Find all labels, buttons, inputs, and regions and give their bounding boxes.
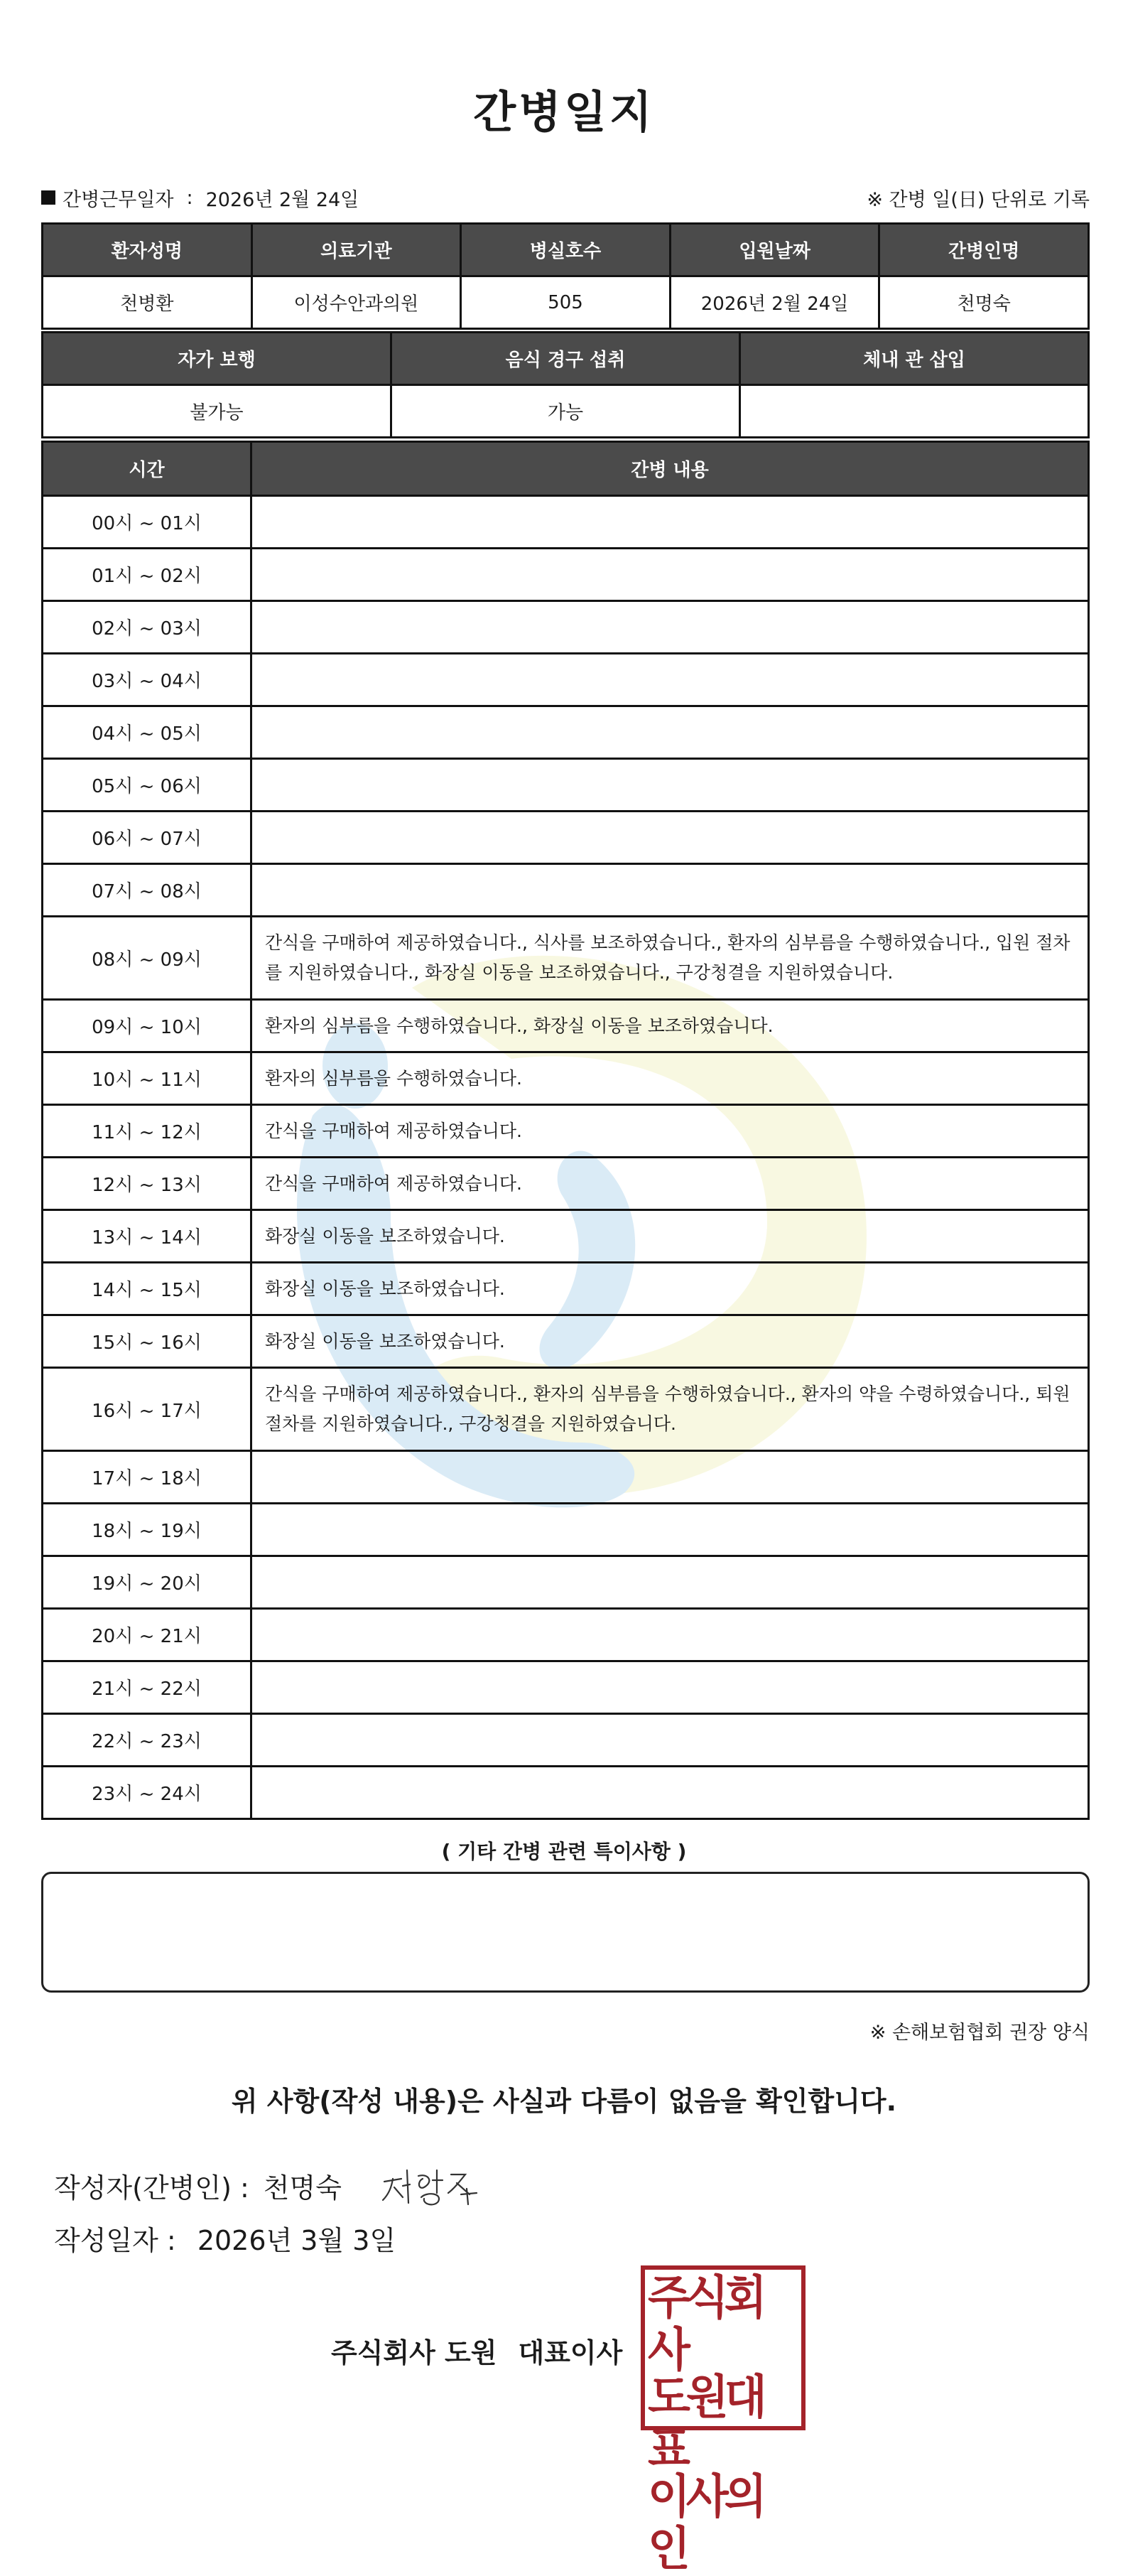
care-log-time: 03시 ~ 04시 xyxy=(43,654,251,706)
care-log-content[interactable] xyxy=(251,1767,1089,1819)
work-date-label: 간병근무일자 xyxy=(63,188,174,211)
seal-line-3: 이사의인 xyxy=(648,2469,763,2576)
care-log-content[interactable] xyxy=(251,812,1089,864)
remarks-box[interactable] xyxy=(41,1872,1090,1993)
room-number: 505 xyxy=(461,276,671,329)
unit-note: ※ 간병 일(日) 단위로 기록 xyxy=(867,188,1090,211)
care-log-content[interactable]: 환자의 심부름을 수행하였습니다. xyxy=(251,1052,1089,1105)
care-log-row xyxy=(43,706,1089,759)
care-log-body xyxy=(43,496,1089,1819)
remarks-content xyxy=(43,1874,1088,1899)
header-patient-name: 환자성명 xyxy=(43,224,252,276)
care-log-content[interactable] xyxy=(251,1504,1089,1556)
care-log-content[interactable] xyxy=(251,759,1089,812)
care-log-content[interactable] xyxy=(251,496,1089,549)
square-bullet-icon xyxy=(41,190,55,205)
care-log-row xyxy=(43,496,1089,549)
admission-date: 2026년 2월 24일 xyxy=(670,276,879,329)
care-log-time: 09시 ~ 10시 xyxy=(43,1000,251,1052)
care-log-content[interactable]: 간식을 구매하여 제공하였습니다., 환자의 심부름을 수행하였습니다., 환자의 약을 수령하였습니다., 퇴원 절차를 지원하였습니다., 구강청결을 지원하였습니다. xyxy=(251,1368,1089,1451)
remarks-title: ( 기타 간병 관련 특이사항 ) xyxy=(441,1840,687,1863)
writer-name: 천명숙 xyxy=(263,2172,342,2204)
care-log-content[interactable] xyxy=(251,654,1089,706)
hospital-name: 이성수안과의원 xyxy=(251,276,461,329)
header-hospital: 의료기관 xyxy=(251,224,461,276)
care-log-row xyxy=(43,1315,1089,1368)
care-log-row xyxy=(43,1767,1089,1819)
care-log-time: 14시 ~ 15시 xyxy=(43,1263,251,1315)
care-log-time: 22시 ~ 23시 xyxy=(43,1714,251,1767)
care-log-time: 04시 ~ 05시 xyxy=(43,706,251,759)
care-log-time: 19시 ~ 20시 xyxy=(43,1556,251,1609)
care-log-row xyxy=(43,812,1089,864)
care-log-row xyxy=(43,1158,1089,1210)
company-signature-line xyxy=(331,2331,622,2370)
care-log-row xyxy=(43,654,1089,706)
work-date xyxy=(41,184,359,212)
care-log-time: 02시 ~ 03시 xyxy=(43,601,251,654)
header-tube-insertion: 체내 관 삽입 xyxy=(740,333,1089,385)
writer-line xyxy=(54,2160,484,2210)
page-title: 간병일지 xyxy=(473,86,655,138)
care-log-content[interactable] xyxy=(251,1556,1089,1609)
seal-line-1: 주식회사 xyxy=(648,2270,763,2377)
care-log-row xyxy=(43,1556,1089,1609)
work-date-value: 2026년 2월 24일 xyxy=(205,188,359,211)
care-log-content[interactable]: 환자의 심부름을 수행하였습니다., 화장실 이동을 보조하였습니다. xyxy=(251,1000,1089,1052)
care-log-row xyxy=(43,1105,1089,1158)
care-log-time: 01시 ~ 02시 xyxy=(43,549,251,601)
self-walking-value: 불가능 xyxy=(43,385,391,438)
care-log-content[interactable] xyxy=(251,1609,1089,1661)
care-log-row xyxy=(43,1052,1089,1105)
care-log-time: 12시 ~ 13시 xyxy=(43,1158,251,1210)
care-log-row xyxy=(43,1210,1089,1263)
care-log-content[interactable] xyxy=(251,601,1089,654)
condition-header-row xyxy=(43,333,1089,385)
care-log-time: 17시 ~ 18시 xyxy=(43,1451,251,1504)
care-log-row xyxy=(43,549,1089,601)
care-log-time: 15시 ~ 16시 xyxy=(43,1315,251,1368)
care-log-table xyxy=(41,441,1090,1820)
signature-icon xyxy=(377,2160,484,2210)
care-log-row xyxy=(43,601,1089,654)
care-log-content[interactable] xyxy=(251,1714,1089,1767)
care-log-time: 05시 ~ 06시 xyxy=(43,759,251,812)
care-log-row xyxy=(43,864,1089,917)
patient-name: 천병환 xyxy=(43,276,252,329)
care-log-time: 16시 ~ 17시 xyxy=(43,1368,251,1451)
header-self-walking: 자가 보행 xyxy=(43,333,391,385)
patient-info-table xyxy=(41,222,1090,330)
care-log-time: 10시 ~ 11시 xyxy=(43,1052,251,1105)
company-seal-stamp xyxy=(641,2265,806,2576)
care-log-content[interactable]: 화장실 이동을 보조하였습니다. xyxy=(251,1315,1089,1368)
header-room-number: 병실호수 xyxy=(461,224,671,276)
care-log-time: 13시 ~ 14시 xyxy=(43,1210,251,1263)
header-care-content: 간병 내용 xyxy=(251,442,1089,496)
form-source-note: ※ 손해보험협회 권장 양식 xyxy=(869,2022,1090,2044)
company-name: 주식회사 도원 xyxy=(331,2337,497,2368)
patient-info-header-row xyxy=(43,224,1089,276)
work-date-separator: : xyxy=(186,186,193,209)
care-log-content[interactable] xyxy=(251,1661,1089,1714)
care-log-content[interactable]: 간식을 구매하여 제공하였습니다., 식사를 보조하였습니다., 환자의 심부름을 수행하였습니다., 입원 절차를 지원하였습니다., 화장실 이동을 보조하였습니다., 구강청결을 지원하였습니다. xyxy=(251,917,1089,1000)
condition-value-row xyxy=(43,385,1089,438)
header-caregiver-name: 간병인명 xyxy=(879,224,1089,276)
care-log-time: 23시 ~ 24시 xyxy=(43,1767,251,1819)
written-date-value: 2026년 3월 3일 xyxy=(197,2225,396,2256)
meta-row xyxy=(41,182,1090,213)
care-log-content[interactable] xyxy=(251,1451,1089,1504)
written-date-line xyxy=(54,2219,396,2258)
care-log-row xyxy=(43,1504,1089,1556)
confirmation-statement: 위 사항(작성 내용)은 사실과 다름이 없음을 확인합니다. xyxy=(231,2086,897,2117)
oral-intake-value: 가능 xyxy=(391,385,740,438)
care-log-time: 21시 ~ 22시 xyxy=(43,1661,251,1714)
care-log-content[interactable] xyxy=(251,864,1089,917)
header-time: 시간 xyxy=(43,442,251,496)
care-log-content[interactable]: 간식을 구매하여 제공하였습니다. xyxy=(251,1105,1089,1158)
care-log-row xyxy=(43,1368,1089,1451)
care-log-time: 06시 ~ 07시 xyxy=(43,812,251,864)
care-log-row xyxy=(43,1714,1089,1767)
seal-line-2: 도원대표 xyxy=(648,2369,763,2477)
care-log-row xyxy=(43,1000,1089,1052)
care-log-row xyxy=(43,1263,1089,1315)
care-log-row xyxy=(43,917,1089,1000)
care-log-header-row xyxy=(43,442,1089,496)
care-log-row xyxy=(43,1451,1089,1504)
care-log-time: 00시 ~ 01시 xyxy=(43,496,251,549)
company-title: 대표이사 xyxy=(518,2337,623,2368)
header-oral-intake: 음식 경구 섭취 xyxy=(391,333,740,385)
care-log-content[interactable] xyxy=(251,706,1089,759)
caregiver-name: 천명숙 xyxy=(879,276,1089,329)
care-log-content[interactable]: 화장실 이동을 보조하였습니다. xyxy=(251,1210,1089,1263)
patient-condition-table xyxy=(41,331,1090,438)
care-log-row xyxy=(43,759,1089,812)
written-date-label: 작성일자 : xyxy=(54,2225,176,2256)
care-log-time: 20시 ~ 21시 xyxy=(43,1609,251,1661)
care-log-time: 08시 ~ 09시 xyxy=(43,917,251,1000)
care-log-time: 18시 ~ 19시 xyxy=(43,1504,251,1556)
care-log-row xyxy=(43,1609,1089,1661)
header-admission-date: 입원날짜 xyxy=(670,224,879,276)
care-log-time: 07시 ~ 08시 xyxy=(43,864,251,917)
tube-insertion-value xyxy=(740,385,1089,438)
care-log-row xyxy=(43,1661,1089,1714)
care-log-content[interactable]: 간식을 구매하여 제공하였습니다. xyxy=(251,1158,1089,1210)
care-log-content[interactable] xyxy=(251,549,1089,601)
care-log-content[interactable]: 화장실 이동을 보조하였습니다. xyxy=(251,1263,1089,1315)
patient-info-value-row xyxy=(43,276,1089,329)
care-log-time: 11시 ~ 12시 xyxy=(43,1105,251,1158)
writer-label: 작성자(간병인) : xyxy=(54,2172,249,2204)
